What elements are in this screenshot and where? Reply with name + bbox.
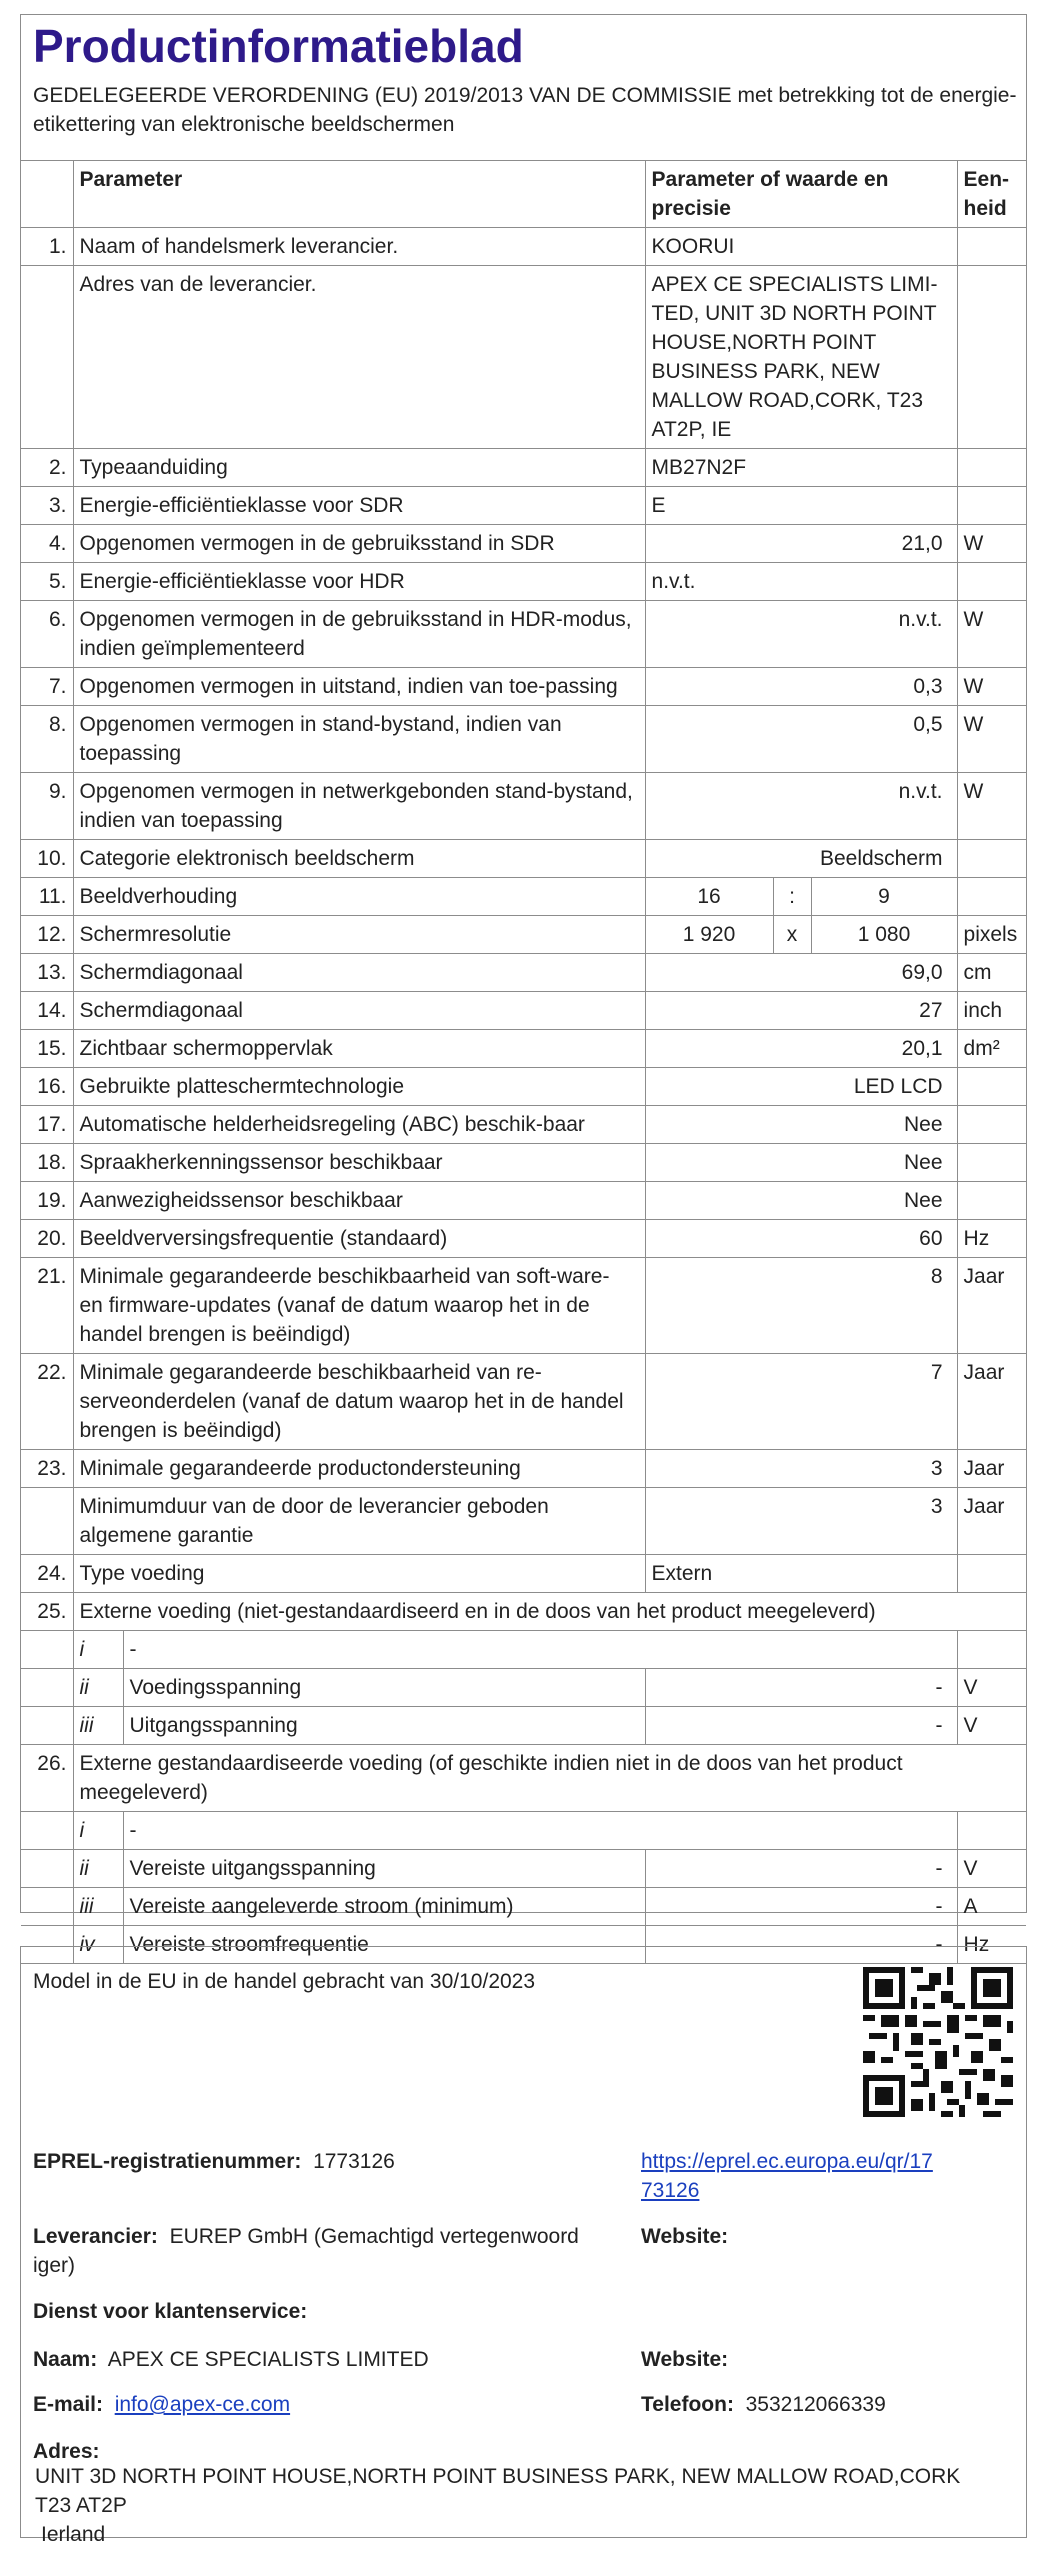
table-subrow: iv Vereiste stroomfrequentie - Hz bbox=[21, 1926, 1026, 1964]
col-header-unit: Een-heid bbox=[957, 161, 1026, 228]
supplier-value: EUREP GmbH (Gemachtigd vertegenwoord bbox=[169, 2225, 579, 2248]
table-subrow: iii Vereiste aangeleverde stroom (minimum) - A bbox=[21, 1888, 1026, 1926]
market-date-text: Model in de EU in de handel gebracht van 30/10/2023 bbox=[33, 1970, 536, 1993]
table-row: 6. Opgenomen vermogen in de gebruiksstand in HDR-modus, indien geïmplementeerd n.v.t. W bbox=[21, 601, 1026, 668]
website-label-2: Website: bbox=[641, 2348, 729, 2371]
table-row: 16. Gebruikte platteschermtechnologie LED LCD bbox=[21, 1068, 1026, 1106]
table-row: 26. Externe gestandaardiseerde voeding (of geschikte indien niet in de doos van het product meegeleverd) bbox=[21, 1745, 1026, 1812]
table-row: 8. Opgenomen vermogen in stand-bystand, indien van toepassing 0,5 W bbox=[21, 706, 1026, 773]
col-header-parameter: Parameter bbox=[73, 161, 645, 228]
table-header-row bbox=[21, 161, 1026, 228]
table-subrow: iii Uitgangsspanning - V bbox=[21, 1707, 1026, 1745]
registration-info-box bbox=[20, 1946, 1027, 2546]
table-row: 12. Schermresolutie 1 920 x 1 080 pixels bbox=[21, 916, 1026, 954]
table-row: Minimumduur van de door de leverancier geboden algemene garantie 3 Jaar bbox=[21, 1488, 1026, 1555]
page-title: Productinformatieblad bbox=[33, 20, 524, 72]
product-info-sheet bbox=[20, 14, 1027, 1956]
email-label: E-mail: bbox=[33, 2393, 104, 2416]
table-row: 1. Naam of handelsmerk leverancier. KOORUI bbox=[21, 228, 1026, 266]
supplier-address-value: APEX CE SPECIALISTS LIMI-TED, UNIT 3D NORTH POINT HOUSE,NORTH POINT BUSINESS PARK, NEW MALLOW ROAD,CORK, T23 AT2P, IE bbox=[645, 266, 957, 449]
table-subrow: ii Voedingsspanning - V bbox=[21, 1669, 1026, 1707]
website-label: Website: bbox=[641, 2225, 729, 2248]
table-subrow: ii Vereiste uitgangsspanning - V bbox=[21, 1850, 1026, 1888]
eprel-link[interactable]: https://eprel.ec.europa.eu/qr/17 73126 bbox=[641, 2150, 933, 2202]
table-row: 17. Automatische helderheidsregeling (ABC) beschik-baar Nee bbox=[21, 1106, 1026, 1144]
address-label: Adres: bbox=[33, 2440, 100, 2463]
table-row: 13. Schermdiagonaal 69,0 cm bbox=[21, 954, 1026, 992]
table-row: 14. Schermdiagonaal 27 inch bbox=[21, 992, 1026, 1030]
table-row: Adres van de leverancier. APEX CE SPECIALISTS LIMI-TED, UNIT 3D NORTH POINT HOUSE,NORTH POINT BUSINESS PARK, NEW MALLOW ROAD,CORK, T23 AT2P, IE bbox=[21, 266, 1026, 449]
table-row: 23. Minimale gegarandeerde productondersteuning 3 Jaar bbox=[21, 1450, 1026, 1488]
table-row: 20. Beeldverversingsfrequentie (standaard) 60 Hz bbox=[21, 1220, 1026, 1258]
table-row: 5. Energie-efficiëntieklasse voor HDR n.v.t. bbox=[21, 563, 1026, 601]
table-row: 15. Zichtbaar schermoppervlak 20,1 dm² bbox=[21, 1030, 1026, 1068]
eprel-number: 1773126 bbox=[313, 2150, 395, 2173]
table-subrow: i - bbox=[21, 1812, 1026, 1850]
eprel-label: EPREL-registratienummer: bbox=[33, 2150, 302, 2173]
table-row: 22. Minimale gegarandeerde beschikbaarheid van re-serveonderdelen (vanaf de datum waarop het in de handel brengen is beëindigd) 7 Jaar bbox=[21, 1354, 1026, 1450]
name-label: Naam: bbox=[33, 2348, 98, 2371]
spec-table bbox=[21, 161, 1026, 1964]
sheet-header bbox=[21, 15, 1026, 161]
col-header-value: Parameter of waarde en precisie bbox=[645, 161, 957, 228]
table-row: 4. Opgenomen vermogen in de gebruiksstand in SDR 21,0 W bbox=[21, 525, 1026, 563]
address-block: UNIT 3D NORTH POINT HOUSE,NORTH POINT BUSINESS PARK, NEW MALLOW ROAD,CORK T23 AT2P Ierland bbox=[35, 2465, 961, 2546]
table-row: 24. Type voeding Extern bbox=[21, 1555, 1026, 1593]
name-value: APEX CE SPECIALISTS LIMITED bbox=[107, 2348, 429, 2371]
table-row: 7. Opgenomen vermogen in uitstand, indien van toe-passing 0,3 W bbox=[21, 668, 1026, 706]
table-row: 11. Beeldverhouding 16 : 9 bbox=[21, 878, 1026, 916]
table-row: 10. Categorie elektronisch beeldscherm Beeldscherm bbox=[21, 840, 1026, 878]
table-row: 2. Typeaanduiding MB27N2F bbox=[21, 449, 1026, 487]
phone-value: 353212066339 bbox=[745, 2393, 886, 2416]
phone-label: Telefoon: bbox=[641, 2393, 734, 2416]
table-row: 25. Externe voeding (niet-gestandaardiseerd en in de doos van het product meegeleverd) bbox=[21, 1593, 1026, 1631]
table-row: 18. Spraakherkenningssensor beschikbaar Nee bbox=[21, 1144, 1026, 1182]
email-link[interactable]: info@apex-ce.com bbox=[114, 2393, 291, 2416]
table-row: 9. Opgenomen vermogen in netwerkgebonden stand-bystand, indien van toepassing n.v.t. W bbox=[21, 773, 1026, 840]
table-row: 3. Energie-efficiëntieklasse voor SDR E bbox=[21, 487, 1026, 525]
table-row: 21. Minimale gegarandeerde beschikbaarheid van soft-ware- en firmware-updates (vanaf de datum waarop het in de handel brengen is beëindigd) 8 Jaar bbox=[21, 1258, 1026, 1354]
table-row: 19. Aanwezigheidssensor beschikbaar Nee bbox=[21, 1182, 1026, 1220]
regulation-subtitle: GEDELEGEERDE VERORDENING (EU) 2019/2013 VAN DE COMMISSIE met betrekking tot de energie-etikettering van elektronische beeldschermen bbox=[33, 84, 1017, 136]
qr-code-icon[interactable] bbox=[863, 1967, 1013, 2117]
supplier-label: Leverancier: bbox=[33, 2225, 158, 2248]
customer-service-label: Dienst voor klantenservice: bbox=[33, 2300, 308, 2323]
table-subrow: i - bbox=[21, 1631, 1026, 1669]
supplier-value-cont: iger) bbox=[33, 2254, 76, 2277]
